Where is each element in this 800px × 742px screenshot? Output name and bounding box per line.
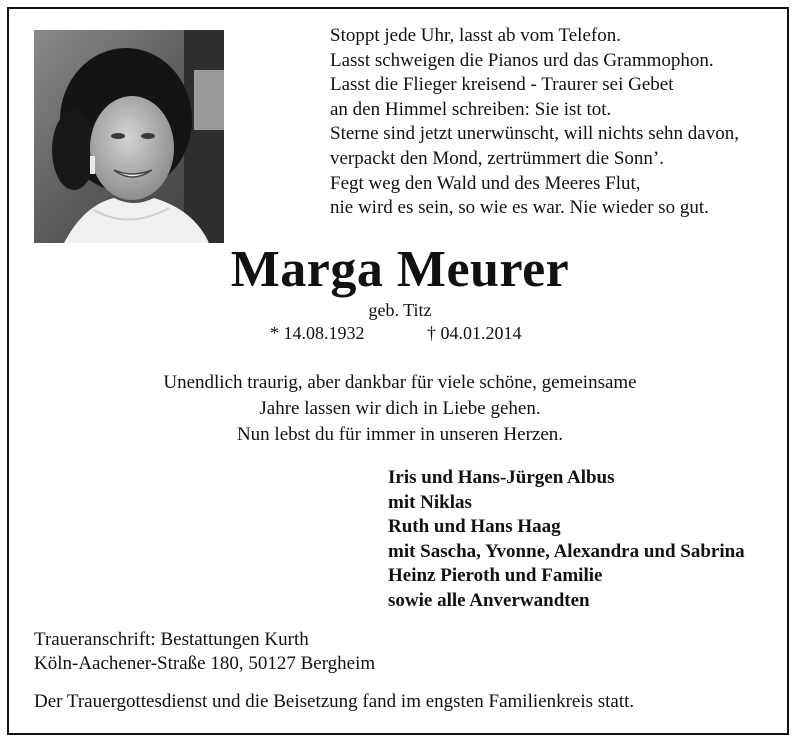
poem-line: Lasst die Flieger kreisend - Traurer sei Gebet — [330, 74, 674, 96]
farewell-message — [0, 370, 800, 448]
deceased-name: Marga Meurer — [230, 241, 570, 298]
death-date: † 04.01.2014 — [427, 323, 522, 343]
message-line: Jahre lassen wir dich in Liebe gehen. — [259, 398, 541, 419]
poem-line: nie wird es sein, so wie es war. Nie wieder so gut. — [330, 197, 709, 219]
portrait-image — [34, 30, 224, 243]
mourning-address — [34, 628, 375, 676]
mourner-line: Iris und Hans-Jürgen Albus — [388, 467, 615, 488]
mourner-line: mit Sascha, Yvonne, Alexandra und Sabrina — [388, 540, 745, 562]
address-line-1: Traueranschrift: Bestattungen Kurth — [34, 629, 309, 650]
funeral-note: Der Trauergottesdienst und die Beisetzung fand im engsten Familienkreis statt. — [34, 691, 635, 712]
mourner-line: Ruth und Hans Haag — [388, 516, 561, 538]
birth-date: * 14.08.1932 — [270, 323, 365, 343]
portrait-photo — [34, 30, 224, 243]
message-line: Unendlich traurig, aber dankbar für viele schöne, gemeinsame — [163, 372, 637, 393]
address-line-2: Köln-Aachener-Straße 180, 50127 Bergheim — [34, 653, 376, 674]
mourner-line: sowie alle Anverwandten — [388, 589, 590, 611]
mourner-line: mit Niklas — [388, 491, 472, 513]
poem-line: verpackt den Mond, zertrümmert die Sonn’. — [330, 147, 664, 169]
poem-line: an den Himmel schreiben: Sie ist tot. — [330, 98, 612, 120]
poem-line: Sterne sind jetzt unerwünscht, will nichts sehn davon, — [330, 123, 739, 145]
poem-line: Stoppt jede Uhr, lasst ab vom Telefon. — [330, 25, 621, 46]
mourners-list — [388, 466, 745, 614]
poem-line: Lasst schweigen die Pianos urd das Grammophon. — [330, 49, 714, 71]
message-line: Nun lebst du für immer in unseren Herzen. — [236, 424, 564, 445]
poem — [330, 24, 780, 221]
mourner-line: Heinz Pieroth und Familie — [388, 565, 603, 587]
poem-line: Fegt weg den Wald und des Meeres Flut, — [330, 172, 641, 194]
maiden-name: geb. Titz — [368, 300, 432, 320]
